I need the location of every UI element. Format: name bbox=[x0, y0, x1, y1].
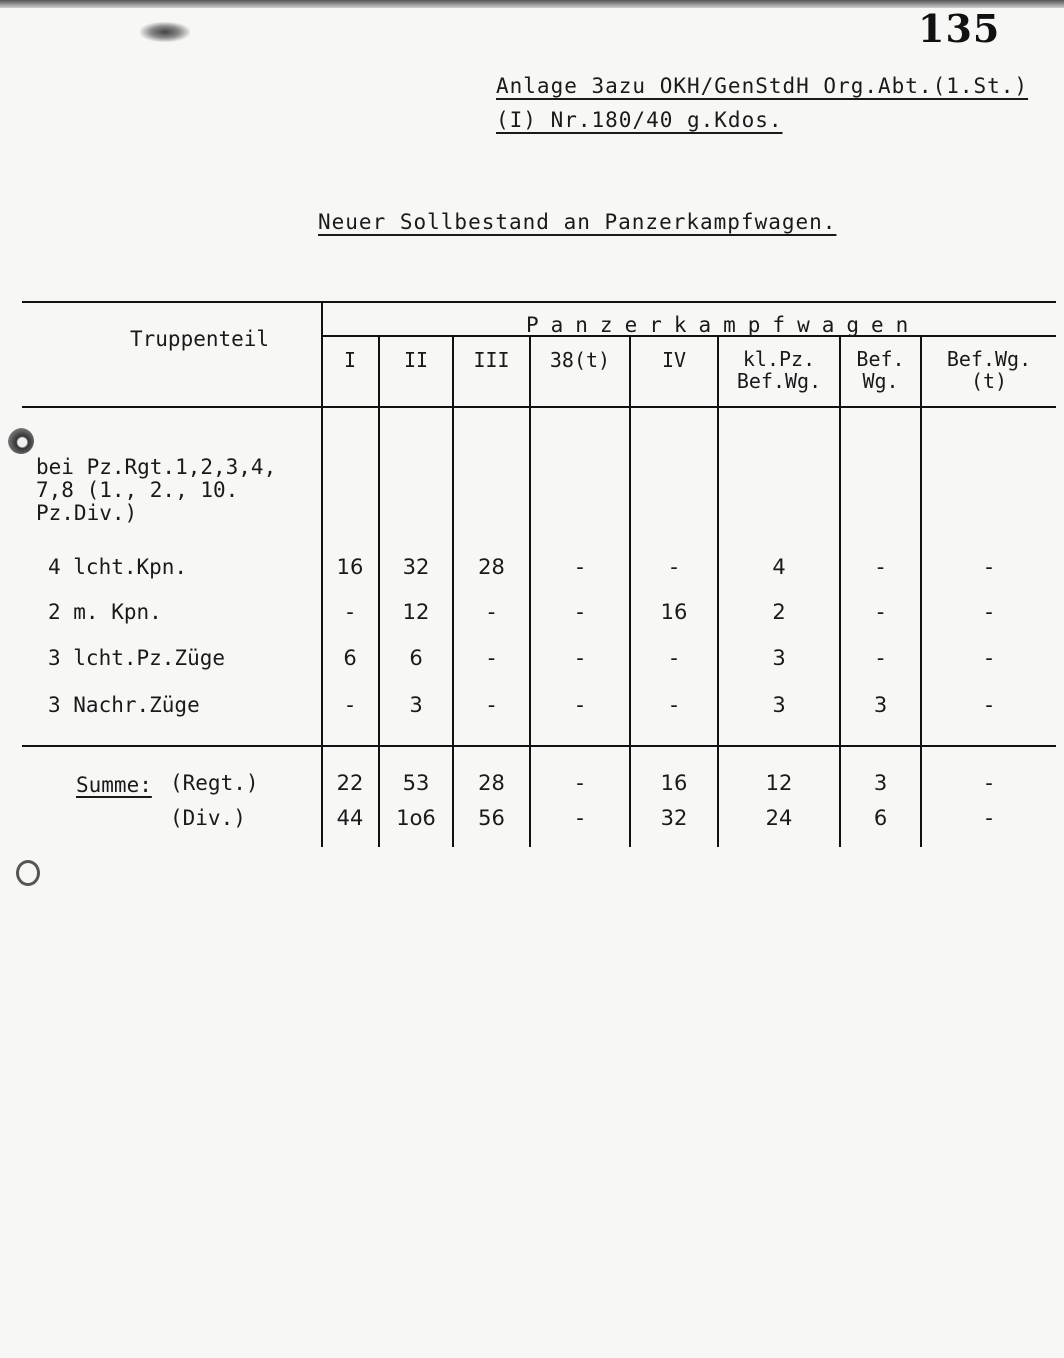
table-cell: 3 bbox=[772, 646, 786, 670]
sum-cell: 3 bbox=[873, 771, 888, 795]
sum-cell: 24 bbox=[765, 806, 793, 830]
sum-cell: 28 bbox=[478, 771, 505, 795]
table-cell: - bbox=[985, 693, 993, 717]
table-cell: - bbox=[576, 555, 584, 579]
table-cell: - bbox=[670, 693, 678, 717]
header-panzerkampfwagen: Panzerkampfwagen bbox=[526, 313, 921, 337]
sum-cell: 56 bbox=[478, 806, 505, 830]
table-cell: - bbox=[985, 646, 993, 670]
table-cell: - bbox=[487, 600, 496, 624]
sum-label: Summe: bbox=[76, 773, 152, 797]
reference-line-1: Anlage 3azu OKH/GenStdH Org.Abt.(1.St.) bbox=[496, 74, 1029, 98]
column-header: Bef.Wg. (t) bbox=[946, 347, 1032, 393]
sum-cell: - bbox=[576, 806, 584, 830]
table-cell: 16 bbox=[336, 555, 364, 579]
table-cell: 6 bbox=[343, 646, 357, 670]
column-header: kl.Pz. Bef.Wg. bbox=[736, 347, 822, 393]
table-cell: 4 bbox=[772, 555, 786, 579]
row-label: 2 m. Kpn. bbox=[48, 600, 162, 624]
sum-row-label: (Div.) bbox=[170, 806, 246, 830]
table-cell: - bbox=[346, 693, 354, 717]
table-cell: - bbox=[985, 555, 993, 579]
table-top-rule bbox=[22, 301, 1056, 303]
unit-label: bei Pz.Rgt.1,2,3,4, 7,8 (1., 2., 10. Pz.Div.) bbox=[36, 455, 277, 525]
sum-cell: 16 bbox=[660, 771, 688, 795]
scan-top-edge bbox=[0, 0, 1064, 8]
column-header: I bbox=[343, 348, 357, 372]
table-cell: - bbox=[346, 600, 354, 624]
scan-smudge bbox=[140, 22, 190, 42]
sum-cell: 6 bbox=[873, 806, 888, 830]
row-label: 3 lcht.Pz.Züge bbox=[48, 646, 226, 670]
table-cell: 28 bbox=[478, 555, 505, 579]
table-cell: 6 bbox=[409, 646, 423, 670]
column-header: Bef. Wg. bbox=[856, 347, 905, 393]
column-header: IV bbox=[661, 348, 687, 372]
table-cell: 32 bbox=[402, 555, 430, 579]
sum-cell: 44 bbox=[336, 806, 364, 830]
sum-cell: - bbox=[985, 806, 993, 830]
sum-cell: - bbox=[985, 771, 993, 795]
document-title: Neuer Sollbestand an Panzerkampfwagen. bbox=[318, 210, 837, 234]
sum-cell: - bbox=[576, 771, 584, 795]
table-cell: - bbox=[670, 646, 678, 670]
column-header: II bbox=[403, 348, 429, 372]
table-cell: - bbox=[576, 600, 584, 624]
table-cell: - bbox=[670, 555, 678, 579]
page-number: 135 bbox=[918, 6, 1001, 51]
table-cell: - bbox=[876, 600, 885, 624]
sum-cell: 53 bbox=[402, 771, 430, 795]
table-cell: 3 bbox=[772, 693, 786, 717]
sum-separator-rule bbox=[22, 745, 1056, 747]
table-cell: - bbox=[985, 600, 993, 624]
sum-cell: 1o6 bbox=[396, 806, 436, 830]
header-bottom-rule bbox=[22, 406, 1056, 408]
table-cell: 3 bbox=[409, 693, 423, 717]
sum-cell: 22 bbox=[336, 771, 364, 795]
table-cell: 3 bbox=[873, 693, 888, 717]
reference-line-2: (I) Nr.180/40 g.Kdos. bbox=[496, 108, 783, 132]
sum-cell: 12 bbox=[765, 771, 793, 795]
table-cell: 16 bbox=[660, 600, 688, 624]
table-cell: - bbox=[487, 693, 496, 717]
table-cell: - bbox=[576, 693, 584, 717]
punch-hole-mark bbox=[8, 428, 34, 454]
table-cell: 12 bbox=[402, 600, 430, 624]
row-label: 3 Nachr.Züge bbox=[48, 693, 200, 717]
punch-hole-mark-lower bbox=[16, 860, 40, 886]
row-label: 4 lcht.Kpn. bbox=[48, 555, 188, 579]
column-header: III bbox=[473, 348, 510, 372]
table-cell: - bbox=[487, 646, 496, 670]
sum-row-label: (Regt.) bbox=[170, 771, 259, 795]
table-cell: - bbox=[576, 646, 584, 670]
column-header: 38(t) bbox=[549, 348, 611, 372]
table-cell: - bbox=[876, 646, 885, 670]
header-truppenteil: Truppenteil bbox=[130, 327, 270, 351]
table-cell: 2 bbox=[772, 600, 786, 624]
sum-cell: 32 bbox=[660, 806, 688, 830]
table-cell: - bbox=[876, 555, 885, 579]
